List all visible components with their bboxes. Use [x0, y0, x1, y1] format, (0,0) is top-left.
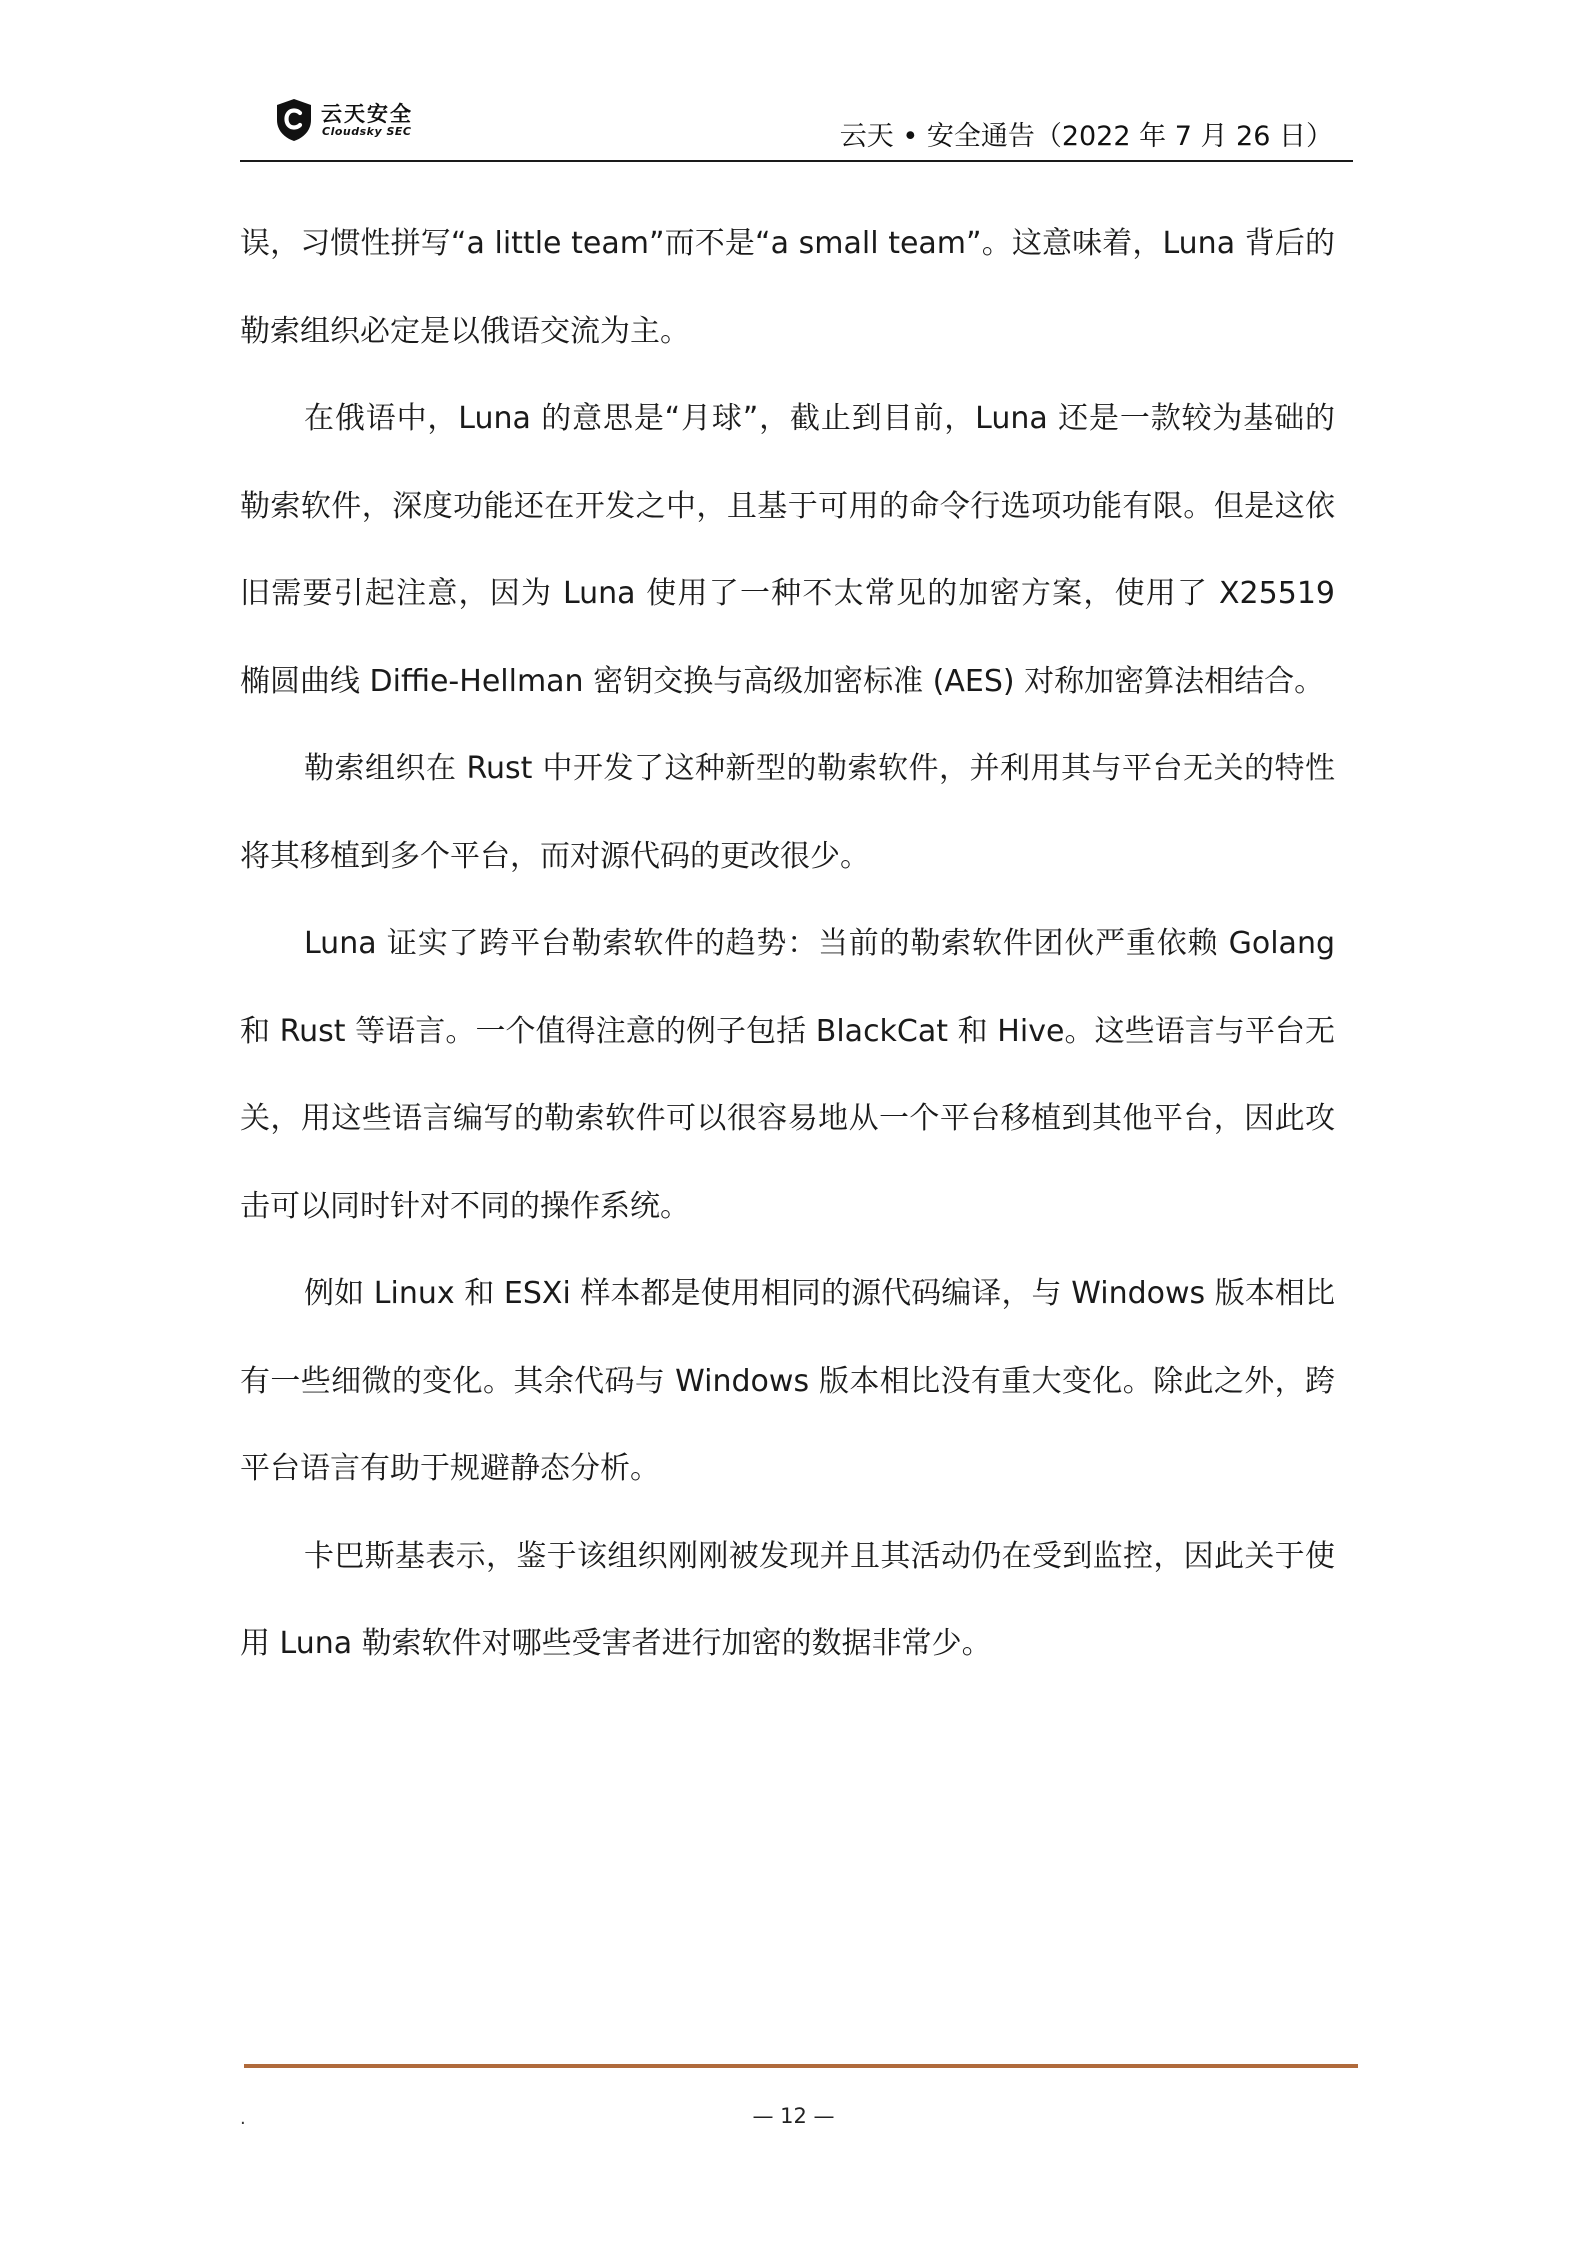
cloudsky-logo	[275, 98, 475, 146]
logo-chinese-name: 云天安全	[321, 102, 413, 126]
footer-divider	[244, 2064, 1358, 2068]
paragraph-5: 例如 Linux 和 ESXi 样本都是使用相同的源代码编译，与 Windows 版本相比有一些细微的变化。其余代码与 Windows 版本相比没有重大变化。除此之外，跨平台语言有助于规避静态分析。	[240, 1276, 1335, 1486]
header-title: 云天 • 安全通告（2022 年 7 月 26 日）	[839, 121, 1333, 152]
footer-dot: .	[240, 2108, 246, 2129]
paragraph-3: 勒索组织在 Rust 中开发了这种新型的勒索软件，并利用其与平台无关的特性将其移植到多个平台，而对源代码的更改很少。	[240, 751, 1335, 874]
paragraph-2: 在俄语中，Luna 的意思是“月球”，截止到目前，Luna 还是一款较为基础的勒索软件，深度功能还在开发之中，且基于可用的命令行选项功能有限。但是这依旧需要引起注意，因为 Luna 使用了一种不太常见的加密方案，使用了 X25519 椭圆曲线 Diffie-Hellman 密钥交换与高级加密标准 (AES) 对称加密算法相结合。	[240, 401, 1335, 699]
paragraph-1: 误，习惯性拼写“a little team”而不是“a small team”。这意味着，Luna 背后的勒索组织必定是以俄语交流为主。	[240, 226, 1335, 349]
shield-logo-icon	[275, 98, 313, 142]
paragraph-4: Luna 证实了跨平台勒索软件的趋势：当前的勒索软件团伙严重依赖 Golang 和 Rust 等语言。一个值得注意的例子包括 BlackCat 和 Hive。这些语言与平台无关，用这些语言编写的勒索软件可以很容易地从一个平台移植到其他平台，因此攻击可以同时针对不同的操作系统。	[240, 926, 1335, 1224]
document-body	[240, 200, 1335, 1688]
header-divider	[240, 160, 1353, 162]
logo-english-name: Cloudsky SEC	[322, 125, 412, 138]
page-number: — 12 —	[752, 2104, 835, 2128]
paragraph-6: 卡巴斯基表示，鉴于该组织刚刚被发现并且其活动仍在受到监控，因此关于使用 Luna 勒索软件对哪些受害者进行加密的数据非常少。	[240, 1538, 1335, 1661]
page-header	[240, 92, 1353, 160]
